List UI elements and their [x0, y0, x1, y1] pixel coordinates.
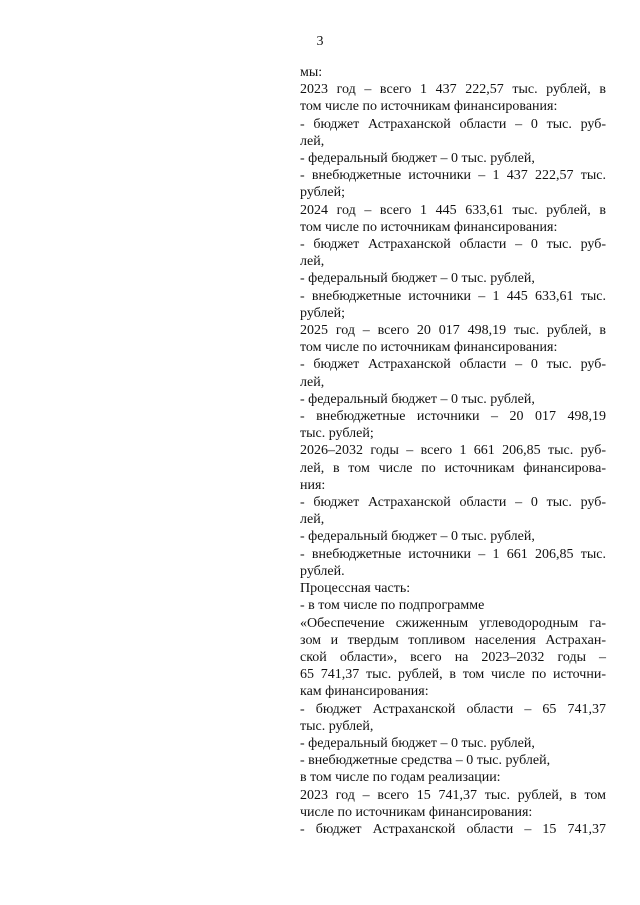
document-text-column	[300, 64, 606, 838]
text-line: - в том числе по подпрограмме	[300, 598, 485, 614]
text-line: лей,	[300, 254, 325, 270]
text-line: - внебюджетные средства – 0 тыс. рублей,	[300, 753, 551, 769]
page-number: 3	[316, 34, 324, 49]
text-line: ской области», всего на 2023–2032 годы –	[300, 649, 606, 665]
text-line: - внебюджетные источники – 20 017 498,19	[300, 409, 606, 425]
text-line: - федеральный бюджет – 0 тыс. рублей,	[300, 529, 535, 545]
text-line: Процессная часть:	[300, 581, 411, 597]
text-line: - федеральный бюджет – 0 тыс. рублей,	[300, 735, 535, 751]
text-line: лей,	[300, 133, 325, 149]
text-line: мы:	[300, 65, 323, 80]
text-line: - федеральный бюджет – 0 тыс. рублей,	[300, 151, 535, 167]
text-line: 2024 год – всего 1 445 633,61 тыс. рублей, в	[300, 202, 606, 218]
text-line: лей, в том числе по источникам финансирова-	[300, 460, 606, 476]
text-line: - внебюджетные источники – 1 437 222,57 тыс.	[300, 168, 606, 184]
text-line: 2026–2032 годы – всего 1 661 206,85 тыс. руб-	[300, 443, 606, 459]
text-line: - федеральный бюджет – 0 тыс. рублей,	[300, 391, 535, 407]
text-line: - бюджет Астраханской области – 0 тыс. руб-	[300, 116, 606, 132]
text-line: рублей.	[300, 563, 345, 579]
text-line: - бюджет Астраханской области – 0 тыс. руб-	[300, 495, 606, 511]
text-line: рублей;	[300, 185, 345, 201]
text-line: тыс. рублей,	[300, 718, 374, 734]
text-line: том числе по источникам финансирования:	[300, 99, 558, 115]
text-line: 65 741,37 тыс. рублей, в том числе по источни-	[300, 667, 606, 683]
text-line: том числе по источникам финансирования:	[300, 219, 558, 235]
text-line: числе по источникам финансирования:	[300, 804, 533, 820]
text-line: 2025 год – всего 20 017 498,19 тыс. рублей, в	[300, 323, 606, 339]
text-line: рублей;	[300, 305, 345, 321]
text-line: том числе по источникам финансирования:	[300, 340, 558, 356]
text-line: - внебюджетные источники – 1 661 206,85 тыс.	[300, 546, 606, 562]
text-line: 2023 год – всего 15 741,37 тыс. рублей, в том	[300, 787, 606, 803]
text-line: 2023 год – всего 1 437 222,57 тыс. рублей, в	[300, 82, 606, 98]
text-line: тыс. рублей;	[300, 426, 374, 442]
text-line: - бюджет Астраханской области – 0 тыс. руб-	[300, 357, 606, 373]
text-line: - бюджет Астраханской области – 65 741,37	[300, 701, 606, 717]
text-line: кам финансирования:	[300, 684, 429, 700]
text-line: «Обеспечение сжиженным углеводородным га-	[300, 615, 606, 631]
text-line: - внебюджетные источники – 1 445 633,61 тыс.	[300, 288, 606, 304]
text-line: в том числе по годам реализации:	[300, 770, 501, 786]
text-line: - федеральный бюджет – 0 тыс. рублей,	[300, 271, 535, 287]
text-line: - бюджет Астраханской области – 0 тыс. руб-	[300, 237, 606, 253]
text-line: лей,	[300, 374, 325, 390]
text-line: - бюджет Астраханской области – 15 741,37	[300, 821, 606, 837]
text-line: зом и твердым топливом населения Астрахан-	[300, 632, 606, 648]
text-line: ния:	[300, 477, 326, 493]
text-line: лей,	[300, 512, 325, 528]
